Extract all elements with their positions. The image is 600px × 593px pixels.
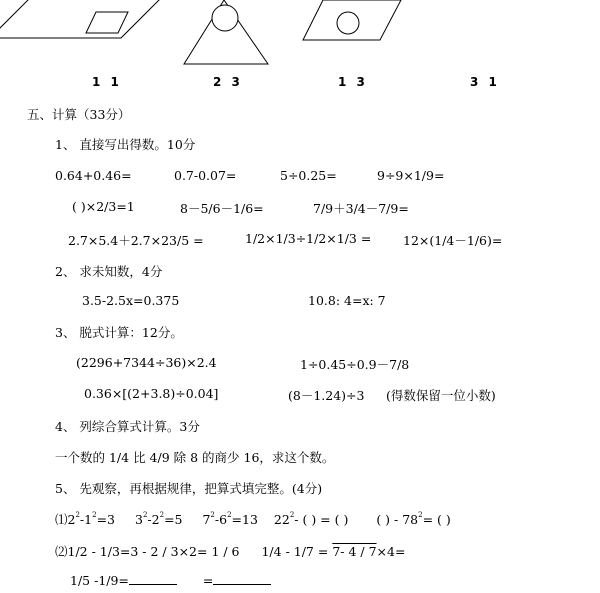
- q3-note: (得数保留一位小数): [386, 388, 496, 403]
- answer-blank[interactable]: [129, 572, 177, 585]
- q3-row1-item: 1÷0.45÷0.9－7/8: [300, 357, 410, 372]
- figure-label-2: 2 3: [213, 75, 243, 89]
- q2-item: 10.8: 4=x: 7: [308, 293, 386, 308]
- q1-row2-item: 8－5/6－1/6=: [180, 201, 264, 216]
- figure-label-1: 1 1: [92, 75, 122, 89]
- parallelogram-shape-1: [0, 0, 161, 38]
- q1-row1-item: 5÷0.25=: [280, 168, 337, 183]
- figure-label-4: 3 1: [470, 75, 500, 89]
- inner-parallelogram-shape: [86, 12, 128, 33]
- q5-line2: ⑵1/2 - 1/3=3 - 2 / 3×2= 1 / 6 1/4 - 1/7 = 7- 4 / 7×4=: [55, 544, 406, 559]
- q2-title: 2、 求未知数，4分: [55, 264, 163, 279]
- circle-in-triangle-shape: [212, 5, 238, 31]
- top-figures: [0, 0, 600, 70]
- q1-row3-item: 1/2×1/3÷1/2×1/3 =: [245, 231, 372, 246]
- q3-row2-item: 0.36×[(2+3.8)÷0.04]: [84, 386, 219, 401]
- q1-row1-item: 0.64+0.46=: [55, 168, 132, 183]
- circle-in-parallelogram-shape: [337, 12, 359, 34]
- q2-item: 3.5-2.5x=0.375: [82, 293, 180, 308]
- q3-row1-item: (2296+7344÷36)×2.4: [76, 355, 217, 370]
- section-title: 五、计算（33分）: [27, 107, 131, 122]
- q3-title: 3、 脱式计算：12分。: [55, 325, 183, 340]
- q5-line1: $⑴2^2-1^2=3$ $3^2-2^2=5$ $7^2-6^2=13$ $22^2-$ ( ) = ( ) ( ) - $78^2=$ ( ): [55, 511, 451, 527]
- q1-row1-item: 9÷9×1/9=: [377, 168, 445, 183]
- q5-line3: 1/5 -1/9= =: [70, 572, 271, 588]
- q1-row3-item: 12×(1/4－1/6)=: [403, 233, 503, 248]
- figure-label-3: 1 3: [338, 75, 368, 89]
- q4-text: 一个数的 1/4 比 4/9 除 8 的商少 16，求这个数。: [55, 450, 335, 465]
- q1-title: 1、 直接写出得数。10分: [55, 137, 196, 152]
- q4-title: 4、 列综合算式计算。3分: [55, 419, 200, 434]
- parallelogram-shape-2: [303, 0, 401, 40]
- q1-row2-item: ( )×2/3=1: [72, 199, 135, 214]
- q1-row3-item: 2.7×5.4＋2.7×23/5 =: [68, 233, 204, 248]
- q1-row2-item: 7/9＋3/4－7/9=: [313, 201, 409, 216]
- q3-row2-item: (8－1.24)÷3: [288, 388, 365, 403]
- q1-row1-item: 0.7-0.07=: [174, 168, 237, 183]
- q5-title: 5、 先观察，再根据规律，把算式填完整。(4分): [55, 481, 323, 496]
- answer-blank[interactable]: [213, 572, 271, 585]
